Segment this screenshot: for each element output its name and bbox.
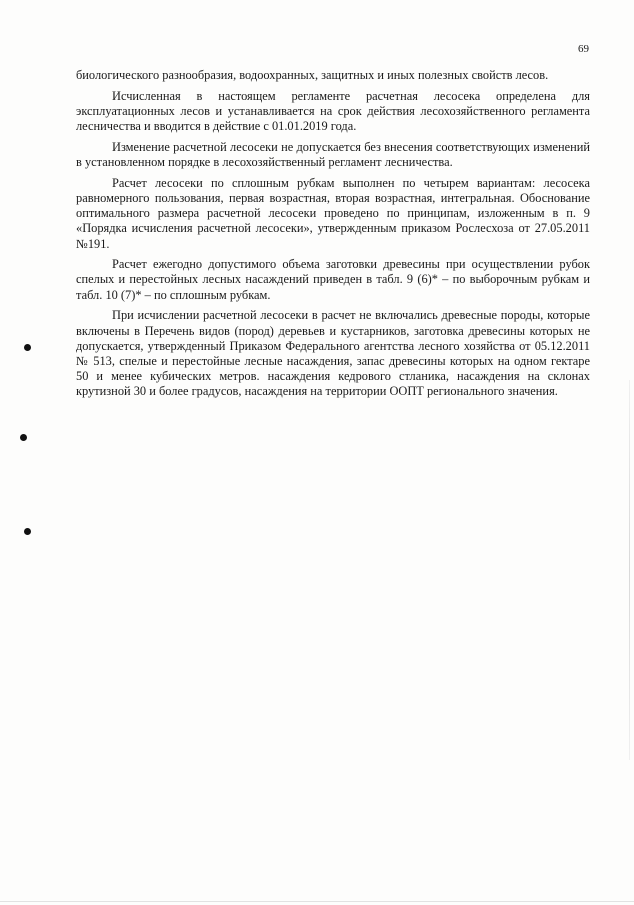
paragraph-2: Исчисленная в настоящем регламенте расчетная лесосека определена для эксплуатационных лесов и устанавливается на срок действия лесохозяйственного регламента лесничества и вводится в действие с 01.01.2019 года.: [76, 88, 590, 134]
punch-hole-mark: [24, 528, 31, 535]
paragraph-4: Расчет лесосеки по сплошным рубкам выполнен по четырем вариантам: лесосека равномерного пользования, первая возрастная, вторая возрастная, интегральная. Обоснование оптимального размера расчетной лесосеки проведено по принципам, изложенным в п. 9 «Порядка исчисления расчетной лесосеки», утвержденным приказом Рослесхоза от 27.05.2011 №191.: [76, 175, 590, 251]
paragraph-1: биологического разнообразия, водоохранных, защитных и иных полезных свойств лесов.: [76, 68, 549, 82]
punch-hole-mark: [24, 344, 31, 351]
scan-bottom-edge: [0, 901, 634, 902]
punch-hole-mark: [20, 434, 27, 441]
paragraph-3: Изменение расчетной лесосеки не допускается без внесения соответствующих изменений в установленном порядке в лесохозяйственный регламент лесничества.: [76, 139, 590, 170]
body-text: [76, 68, 590, 405]
scan-artifact: [250, 0, 370, 6]
paragraph-5: Расчет ежегодно допустимого объема заготовки древесины при осуществлении рубок спелых и перестойных лесных насаждений приведен в табл. 9 (6)* – по выборочным рубкам и табл. 10 (7)* – по сплошным рубкам.: [76, 257, 590, 302]
page-number: 69: [578, 43, 589, 55]
scan-edge-shadow: [629, 380, 630, 760]
paragraph-6: При исчислении расчетной лесосеки в расчет не включались древесные породы, которые включены в Перечень видов (пород) деревьев и кустарников, заготовка древесины которых не допускается, утвержденный Приказом Федерального агентства лесного хозяйства от 05.12.2011 № 513, спелые и перестойные лесные насаждения, запас древесины которых на одном гектаре 50 и менее кубических метров. насаждения кедрового стланика, насаждения на склонах крутизной 30 и более градусов, насаждения на территории ООПТ регионального значения.: [76, 308, 590, 399]
